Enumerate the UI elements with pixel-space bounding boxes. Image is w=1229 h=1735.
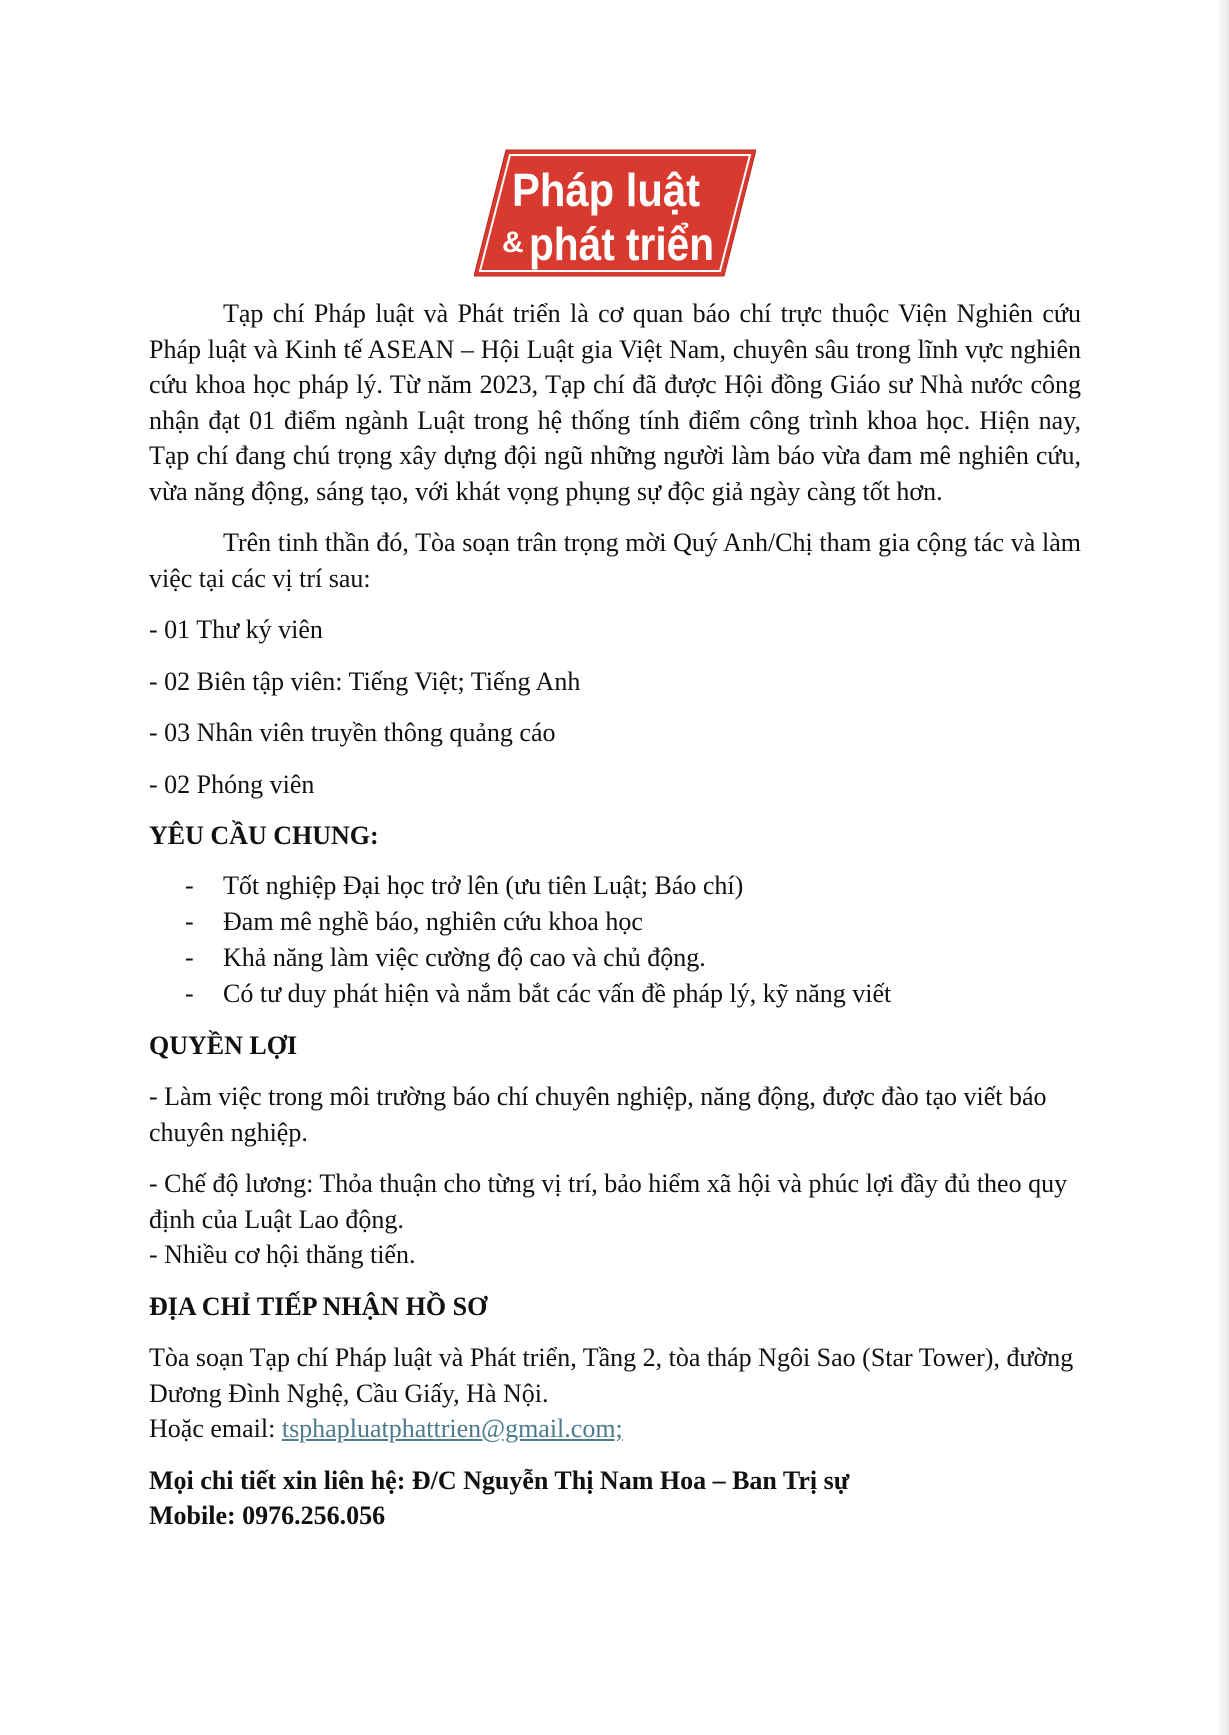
requirement-text: Khả năng làm việc cường độ cao và chủ động. <box>223 942 706 972</box>
requirement-text: Tốt nghiệp Đại học trở lên (ưu tiên Luật; Báo chí) <box>223 870 744 900</box>
email-line <box>149 1411 1081 1447</box>
requirements-list <box>149 868 1081 1012</box>
position-item: - 02 Biên tập viên: Tiếng Việt; Tiếng Anh <box>149 666 581 696</box>
contact-person: Mọi chi tiết xin liên hệ: Đ/C Nguyễn Thị Nam Hoa – Ban Trị sự <box>149 1465 850 1495</box>
bullet-dash: - <box>185 870 194 900</box>
bullet-dash: - <box>185 906 194 936</box>
contact-mobile: Mobile: 0976.256.056 <box>149 1501 386 1530</box>
requirement-item <box>149 976 1081 1012</box>
requirements-heading: YÊU CẦU CHUNG: <box>149 821 379 850</box>
requirement-item <box>149 868 1081 904</box>
bullet-dash: - <box>185 978 194 1008</box>
benefits-heading: QUYỀN LỢI <box>149 1030 298 1060</box>
requirement-text: Đam mê nghề báo, nghiên cứu khoa học <box>223 906 643 936</box>
logo-graphic <box>474 148 756 278</box>
benefit-item: - Chế độ lương: Thỏa thuận cho từng vị trí, bảo hiểm xã hội và phúc lợi đầy đủ theo quy định của Luật Lao động. <box>149 1169 1068 1234</box>
requirement-text: Có tư duy phát hiện và nắm bắt các vấn đề pháp lý, kỹ năng viết <box>223 978 892 1008</box>
email-label: Hoặc email: <box>149 1414 282 1443</box>
position-item: - 01 Thư ký viên <box>149 615 323 644</box>
requirement-item <box>149 904 1081 940</box>
bullet-dash: - <box>185 942 194 972</box>
position-item: - 03 Nhân viên truyền thông quảng cáo <box>149 718 556 747</box>
page-edge-shadow <box>1217 0 1229 1735</box>
document-body <box>149 296 1081 1534</box>
logo-line1: Pháp luật <box>512 164 700 216</box>
email-link[interactable]: tsphapluatphattrien@gmail.com; <box>281 1414 623 1443</box>
benefit-item: - Nhiều cơ hội thăng tiến. <box>149 1240 416 1269</box>
benefit-item: - Làm việc trong môi trường báo chí chuyên nghiệp, năng động, được đào tạo viết báo chuyên nghiệp. <box>149 1082 1047 1147</box>
address-text: Tòa soạn Tạp chí Pháp luật và Phát triển, Tầng 2, tòa tháp Ngôi Sao (Star Tower), đường Dương Đình Nghệ, Cầu Giấy, Hà Nội. <box>149 1343 1074 1408</box>
requirement-item <box>149 940 1081 976</box>
position-item: - 02 Phóng viên <box>149 769 315 799</box>
magazine-logo <box>474 148 756 278</box>
logo-ampersand: & <box>502 226 524 259</box>
intro-paragraph: Tạp chí Pháp luật và Phát triển là cơ quan báo chí trực thuộc Viện Nghiên cứu Pháp luật và Kinh tế ASEAN – Hội Luật gia Việt Nam, chuyên sâu trong lĩnh vực nghiên cứu khoa học pháp lý. Từ năm 2023, Tạp chí đã được Hội đồng Giáo sư Nhà nước công nhận đạt 01 điểm ngành Luật trong hệ thống tính điểm công trình khoa học. Hiện nay, Tạp chí đang chú trọng xây dựng đội ngũ những người làm báo vừa đam mê nghiên cứu, vừa năng động, sáng tạo, với khát vọng phụng sự độc giả ngày càng tốt hơn. <box>149 299 1081 506</box>
invitation-paragraph: Trên tinh thần đó, Tòa soạn trân trọng mời Quý Anh/Chị tham gia cộng tác và làm việc tại các vị trí sau: <box>149 528 1081 593</box>
address-heading: ĐỊA CHỈ TIẾP NHẬN HỒ SƠ <box>149 1291 488 1321</box>
logo-line2: phát triển <box>529 218 714 270</box>
